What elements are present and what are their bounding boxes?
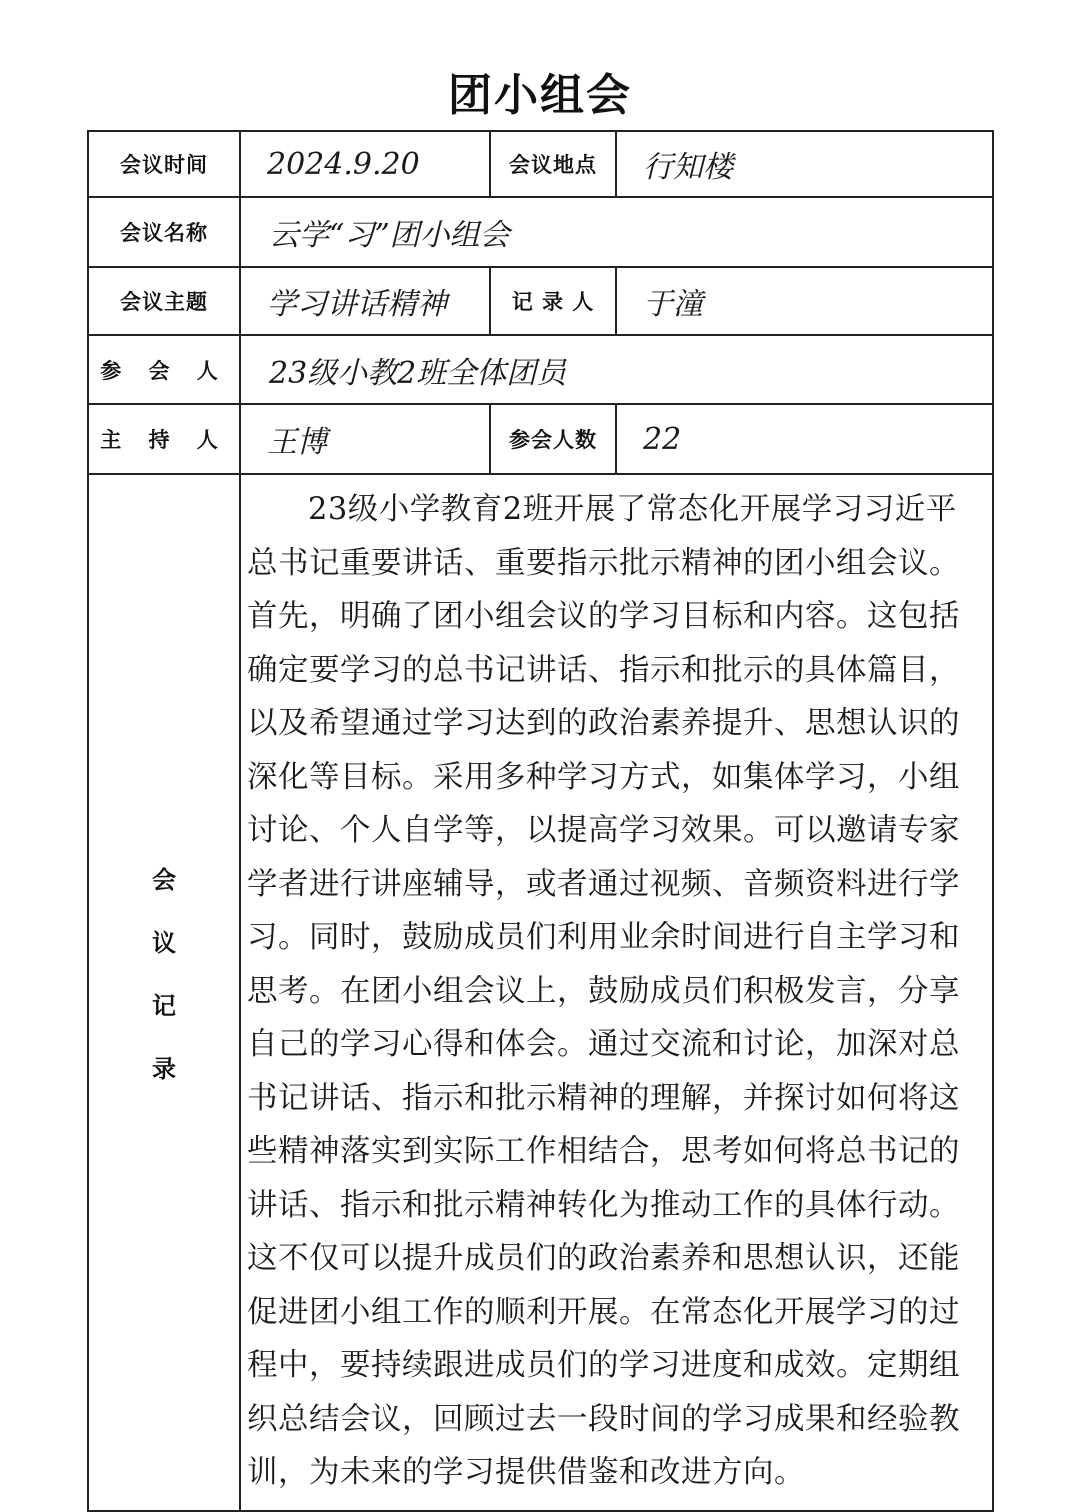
count-value: 22 [616,404,993,474]
theme-label: 会议主题 [88,267,240,335]
name-label: 会议名称 [88,197,240,267]
record-label-char-1: 会 [152,866,176,895]
record-label-cell [88,474,240,1511]
location-value: 行知楼 [616,131,993,197]
page-title: 团小组会 [448,70,632,121]
row-name [88,197,993,267]
time-value: 2024.9.20 [240,131,490,197]
host-label: 主 持 人 [88,404,240,474]
name-value: 云学“习”团小组会 [240,197,993,267]
attendees-value: 23级小教2班全体团员 [240,335,993,404]
record-label-char-4: 录 [152,1055,176,1084]
record-label-char-3: 记 [152,992,176,1021]
record-label-char-2: 议 [152,929,176,958]
time-label: 会议时间 [88,131,240,197]
record-label [89,860,239,1084]
recorder-value: 于潼 [616,267,993,335]
row-host-count [88,404,993,474]
host-value: 王博 [240,404,490,474]
record-text: 23级小学教育2班开展了常态化开展学习习近平总书记重要讲话、重要指示批示精神的团小组会议。首先，明确了团小组会议的学习目标和内容。这包括确定要学习的总书记讲话、指示和批示的具体篇目，以及希望通过学习达到的政治素养提升、思想认识的深化等目标。采用多种学习方式，如集体学习，小组讨论、个人自学等，以提高学习效果。可以邀请专家学者进行讲座辅导，或者通过视频、音频资料进行学习。同时，鼓励成员们利用业余时间进行自主学习和思考。在团小组会议上，鼓励成员们积极发言，分享自己的学习心得和体会。通过交流和讨论，加深对总书记讲话、指示和批示精神的理解，并探讨如何将这些精神落实到实际工作相结合，思考如何将总书记的讲话、指示和批示精神转化为推动工作的具体行动。这不仅可以提升成员们的政治素养和思想认识，还能促进团小组工作的顺利开展。在常态化开展学习的过程中，要持续跟进成员们的学习进度和成效。定期组织总结会议，回顾过去一段时间的学习成果和经验教训，为未来的学习提供借鉴和改进方向。 [247,492,960,1490]
attendees-label: 参 会 人 [88,335,240,404]
row-time-location [88,131,993,197]
row-theme-recorder [88,267,993,335]
recorder-label: 记 录 人 [490,267,616,335]
meeting-form-table [87,130,994,1512]
row-record [88,474,993,1511]
location-label: 会议地点 [490,131,616,197]
count-label: 参会人数 [490,404,616,474]
record-content-cell [240,474,993,1511]
row-attendees [88,335,993,404]
theme-value: 学习讲话精神 [240,267,490,335]
